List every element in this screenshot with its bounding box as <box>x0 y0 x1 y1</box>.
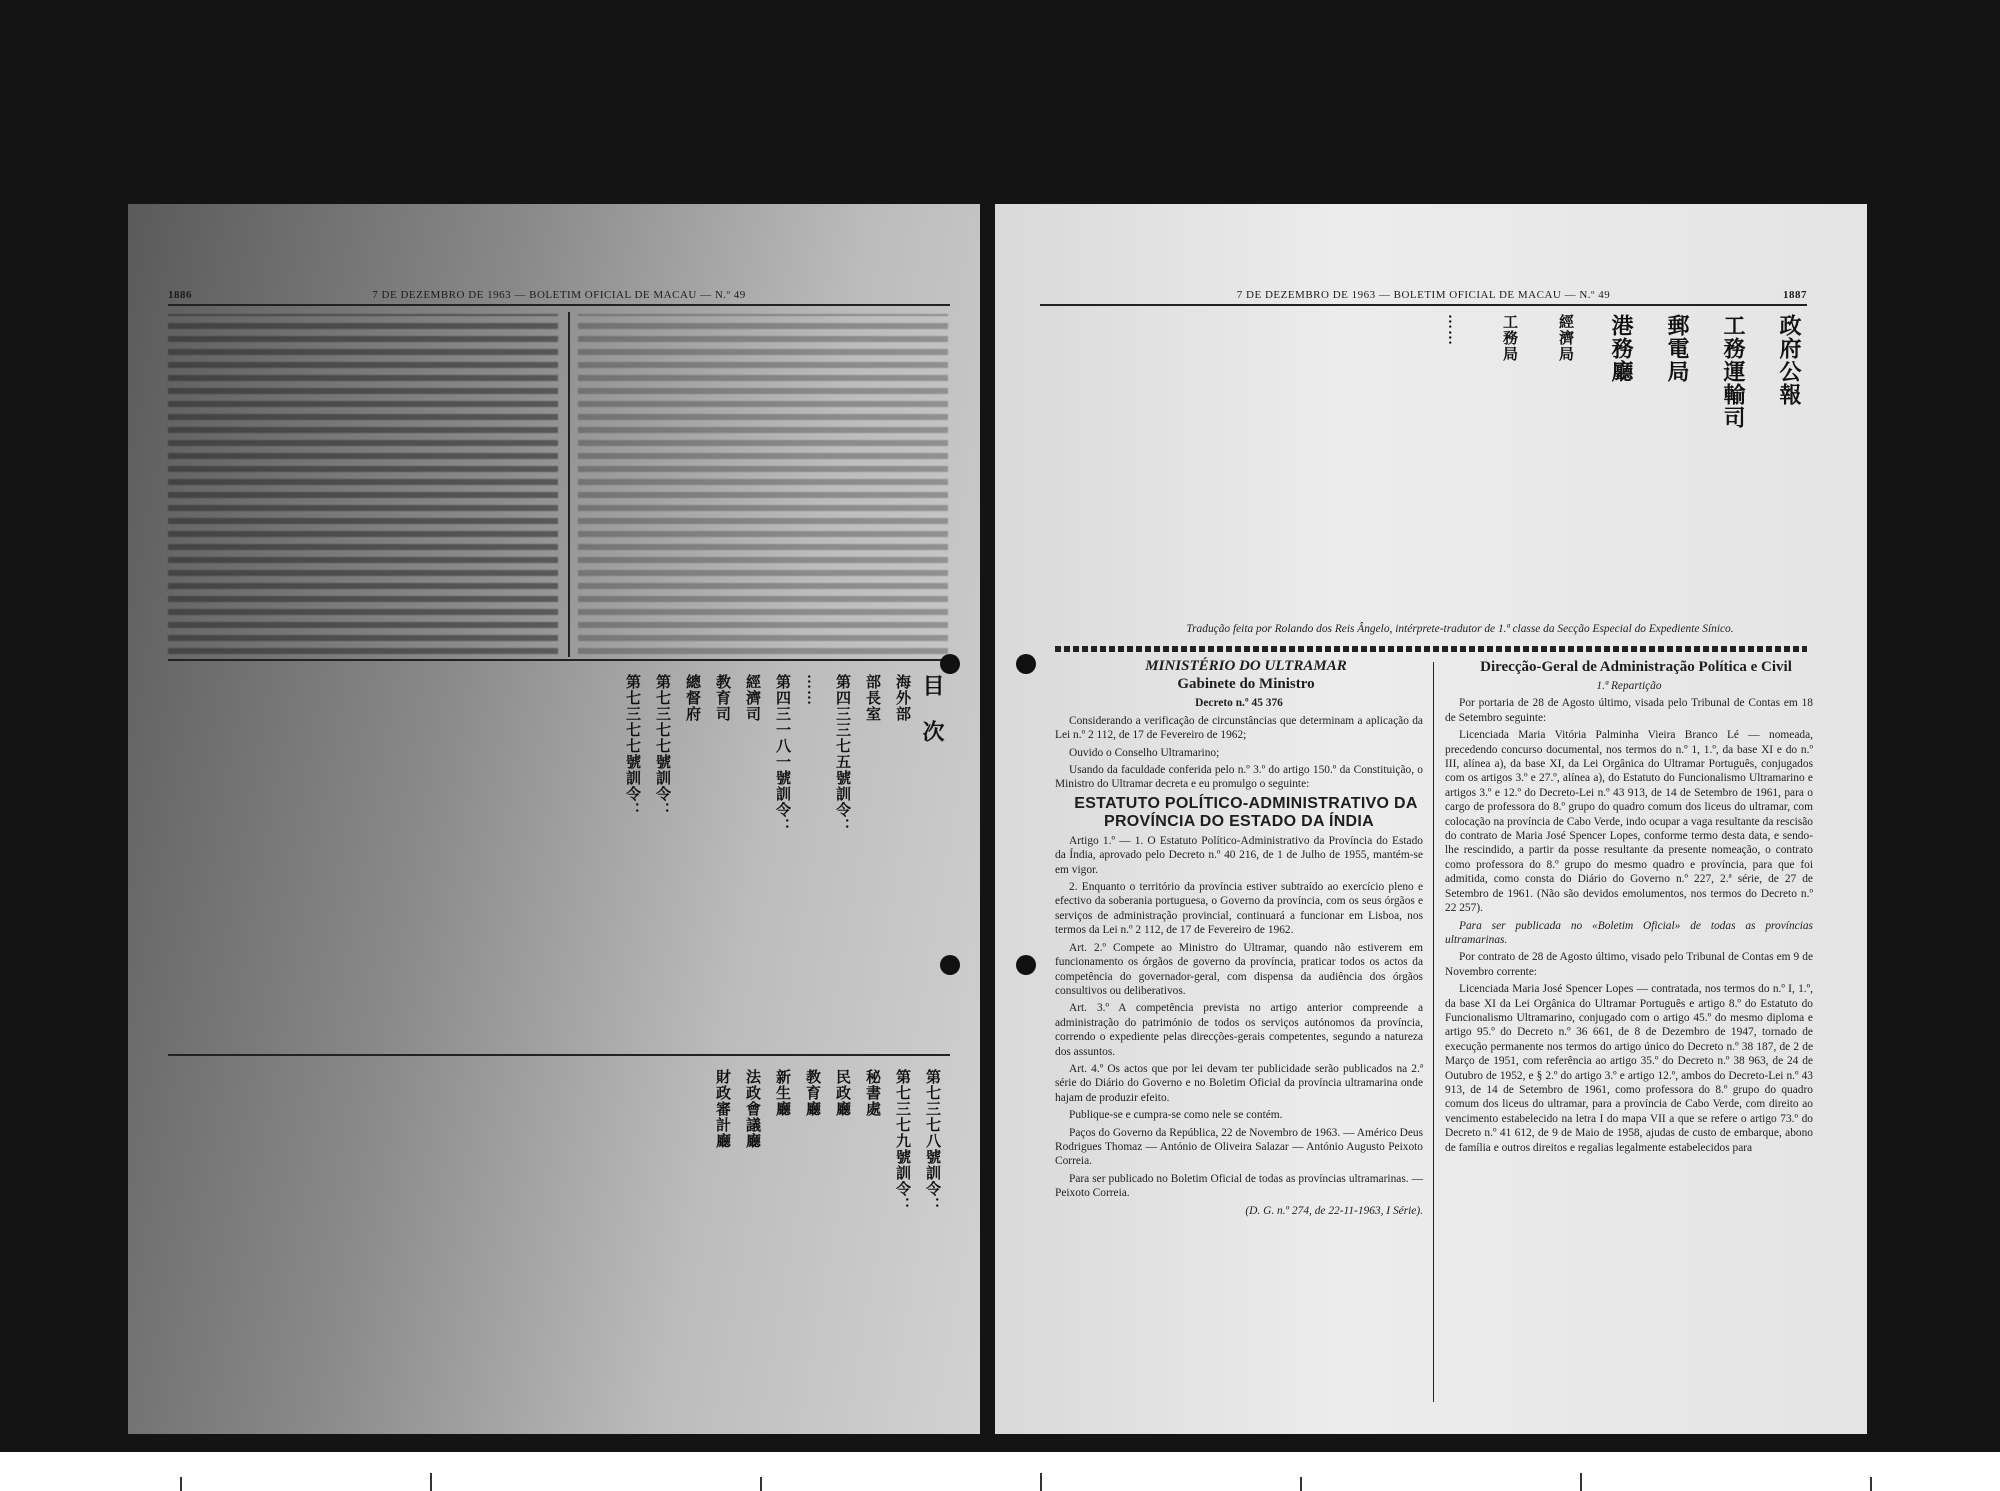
gazette-vertical-columns <box>1445 314 1802 614</box>
right-page <box>995 204 1867 1434</box>
scan-tick <box>180 1477 182 1491</box>
paragraph: Licenciada Maria Vitória Palminha Vieira Branco Lé — nomeada, precedendo concurso documental, nos termos do n.º 1, 1.º, da base XI e do n.º III, alínea a), da base XI, da Lei Orgânica do Ultramar Português, conjugados com os artigos 3.º e 27.º, alínea a), do Estatuto do Funcionalismo Ultramarino e artigos 3.º e 12.º do Decreto-Lei n.º 43 913, de 14 de Setembro de 1961, para o cargo de professora do 8.º grupo do quadro comum dos liceus do ultramar, com colocação na província de Cabo Verde, indo ocupar a vaga resultante da rescisão do contrato de Maria José Spencer Lopes, conforme termo desta data, e sendo-lhe rescindido, a partir da posse resultante da presente nomeação, o contrato como professora do 8.º grupo do mesmo quadro e província, para que foi admitida, como consta do Diário do Governo n.º 227, 2.ª série, de 27 de Setembro de 1961. (Não são devidos emolumentos, nos termos do Decreto n.º 22 257). <box>1445 729 1813 915</box>
dg-reference: (D. G. n.º 274, de 22-11-1963, I Série). <box>1245 1204 1423 1217</box>
paragraph: Publique-se e cumpra-se como nele se contém. <box>1069 1109 1283 1122</box>
signature-line: Paços do Governo da República, 22 de Novembro de 1963. — Américo Deus Rodrigues Thomaz — António de Oliveira Salazar — António Augusto Peixoto Correia. <box>1055 1126 1423 1168</box>
section-heading: 1.ª Repartição <box>1596 680 1662 692</box>
left-running-head <box>168 286 950 306</box>
paragraph: Art. 2.º Compete ao Ministro do Ultramar, quando não estiverem em funcionamento os órgãos de governo da província, praticar todos os actos da competência do governador-geral, com dispensa da audiência dos órgãos consultivos ou deliberativos. <box>1055 941 1423 997</box>
index-col: 第七三七七號訓令： <box>624 674 640 818</box>
index-title: 目 次 <box>920 674 945 743</box>
translation-note: Tradução feita por Rolando dos Reis Ângelo, intérprete-tradutor de 1.ª classe da Secção Especial do Expediente Sínico. <box>1186 623 1734 635</box>
left-running-title: 7 DE DEZEMBRO DE 1963 — BOLETIM OFICIAL DE MACAU — N.º 49 <box>372 289 746 301</box>
ministry-heading: MINISTÉRIO DO ULTRAMAR <box>1145 658 1347 674</box>
right-page-number: 1887 <box>1783 289 1807 301</box>
index-col: 民政廳 <box>834 1069 850 1117</box>
gazette-col: …… <box>1445 314 1461 346</box>
scan-tick <box>1040 1473 1042 1491</box>
gazette-col: 經濟局 <box>1557 314 1573 362</box>
index-mid-rule <box>168 1054 950 1056</box>
scan-tick <box>430 1473 432 1491</box>
gazette-col: 工務運輸司 <box>1721 314 1746 429</box>
gazette-col: 郵電局 <box>1665 314 1690 383</box>
paragraph: Por contrato de 28 de Agosto último, visado pelo Tribunal de Contas em 9 de Novembro corrente: <box>1445 951 1813 978</box>
left-page-number: 1886 <box>168 289 192 301</box>
index-col: 第七三七八號訓令： <box>924 1069 940 1213</box>
article-column-2 <box>1445 659 1813 1158</box>
paragraph: Por portaria de 28 de Agosto último, visada pelo Tribunal de Contas em 18 de Setembro seguinte: <box>1445 697 1813 724</box>
gazette-col: 港務廳 <box>1609 314 1634 383</box>
paragraph: Considerando a verificação de circunstâncias que determinam a aplicação da Lei n.º 2 112, de 17 de Fevereiro de 1962; <box>1055 714 1423 742</box>
scan-tick <box>1580 1473 1582 1491</box>
paragraph: Usando da faculdade conferida pelo n.º 3.º do artigo 150.º da Constituição, o Ministro do Ultramar decreta e eu promulgo o seguinte: <box>1055 764 1423 791</box>
index-col: 第七三七九號訓令： <box>894 1069 910 1213</box>
index-col: 教育廳 <box>804 1069 820 1117</box>
index-col: 新生廳 <box>774 1069 790 1117</box>
decorative-wave-rule <box>1055 646 1807 652</box>
office-heading: Gabinete do Ministro <box>1177 676 1315 693</box>
punch-hole <box>1016 955 1036 975</box>
paragraph: Ouvido o Conselho Ultramarino; <box>1069 746 1220 759</box>
directorate-heading: Direcção-Geral de Administração Política e Civil <box>1480 659 1792 675</box>
index-col: 第四三三七五號訓令： <box>834 674 850 834</box>
punch-hole <box>1016 654 1036 674</box>
paragraph: Para ser publicada no «Boletim Oficial» de todas as províncias ultramarinas. <box>1445 919 1813 946</box>
scan-tick <box>760 1477 762 1491</box>
scan-tick <box>1870 1477 1872 1491</box>
article-column-1 <box>1055 659 1423 1221</box>
paragraph: Art. 4.º Os actos que por lei devam ter publicidade serão publicados na 2.ª série do Diário do Governo e no Boletim Oficial da província ultramarina onde hajam de produzir efeito. <box>1055 1062 1423 1104</box>
index-col: 部長室 <box>864 674 880 722</box>
index-col: …… <box>804 674 820 706</box>
paragraph: Artigo 1.º — 1. O Estatuto Político-Administrativo da Província do Estado da Índia, aprovado pelo Decreto n.º 40 216, de 1 de Julho de 1955, mantém-se em vigor. <box>1055 834 1423 876</box>
index-col: 教育司 <box>714 674 730 722</box>
index-col: 海外部 <box>894 674 910 722</box>
column-divider <box>568 312 570 657</box>
right-running-head <box>1040 286 1807 306</box>
index-vertical-columns-lower <box>714 1069 940 1429</box>
index-col: 經濟司 <box>744 674 760 722</box>
statute-title: ESTATUTO POLÍTICO-ADMINISTRATIVO DA PROVÍNCIA DO ESTADO DA ÍNDIA <box>1074 794 1418 830</box>
decree-number: Decreto n.º 45 376 <box>1195 697 1283 710</box>
scan-tick <box>1300 1477 1302 1491</box>
paragraph: 2. Enquanto o território da província estiver subtraído ao exercício pleno e efectivo da soberania portuguesa, o Governo da província, com os seus órgãos e serviços de administração provincial, continuará a funcionar em Lisboa, nos termos da Lei n.º 2 112, de 17 de Fevereiro de 1962. <box>1055 881 1423 937</box>
punch-hole <box>940 654 960 674</box>
index-col: 第七三七七號訓令： <box>654 674 670 818</box>
column-divider <box>1433 662 1434 1402</box>
gazette-col: 政府公報 <box>1777 314 1802 406</box>
index-col: 第四三一八一號訓令： <box>774 674 790 834</box>
scan-bottom-margin <box>0 1452 2000 1491</box>
index-col: 法政會議廳 <box>744 1069 760 1149</box>
left-page <box>128 204 980 1434</box>
gazette-col: 工務局 <box>1501 314 1517 362</box>
faded-text-left-col <box>168 314 558 654</box>
paragraph: Art. 3.º A competência prevista no artigo anterior compreende a administração do património de todos os serviços autónomos da província, correndo o expediente pelas direcções-gerais competentes, segundo a natureza dos assuntos. <box>1055 1002 1423 1058</box>
punch-hole <box>940 955 960 975</box>
right-running-title: 7 DE DEZEMBRO DE 1963 — BOLETIM OFICIAL DE MACAU — N.º 49 <box>1236 289 1611 301</box>
faded-text-right-col <box>578 314 948 654</box>
index-top-rule <box>168 659 950 661</box>
index-col: 財政審計廳 <box>714 1069 730 1149</box>
paragraph: Licenciada Maria José Spencer Lopes — contratada, nos termos do n.º I, 1.º, da base XI da Lei Orgânica do Ultramar Português e artigo 8.º do Estatuto do Funcionalismo Ultramarino, conjugado com o artigo 45.º do mesmo diploma e artigo 95.º do Decreto n.º 36 661, de 8 de Dezembro de 1947, tornado de execução permanente nos termos do artigo único do Decreto n.º 38 187, de 2 de Março de 1951, com referência ao artigo 35.º do Decreto n.º 38 963, de 24 de Outubro de 1952, e § 2.º do artigo 3.º e artigo 12.º, ambos do Decreto-Lei n.º 43 913, de 14 de Setembro de 1961, como professora do 8.º grupo do quadro comum dos liceus do ultramar, para a província de Cabo Verde, com direito ao vencimento estabelecido na letra I do mapa VII a que se refere o artigo 73.º do Decreto n.º 41 612, de 9 de Maio de 1958, ajudas de custo de embarque, abono de família e outros direitos e regalias legalmente estabelecidos para <box>1445 983 1813 1154</box>
index-col: 總督府 <box>684 674 700 722</box>
paragraph: Para ser publicado no Boletim Oficial de todas as províncias ultramarinas. — Peixoto Correia. <box>1055 1172 1423 1200</box>
index-col: 秘書處 <box>864 1069 880 1117</box>
